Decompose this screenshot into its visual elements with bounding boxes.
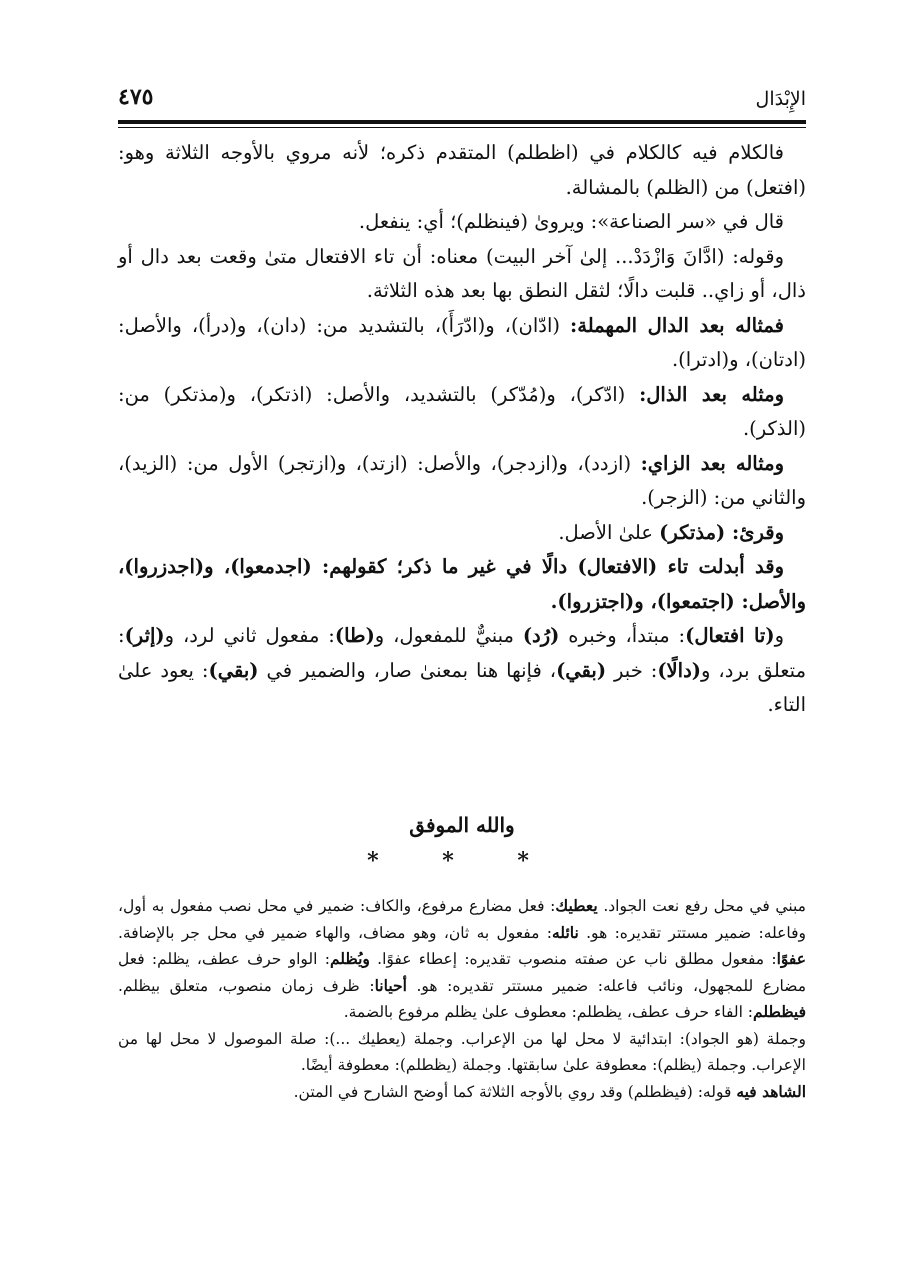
fn1-h: ويُظلم <box>329 949 370 968</box>
p9-n: (بقي) <box>208 658 259 682</box>
main-text <box>118 136 806 723</box>
footnote-1 <box>118 893 806 1026</box>
fn1-b: يعطيك <box>555 896 598 915</box>
fn1-i: : الواو حرف عطف، يظلم: فعل مضارع للمجهول، ونائب فاعله: ضمير مستتر تقديره: هو. <box>118 950 807 995</box>
closing-phrase: والله الموفق <box>409 813 515 837</box>
fn1-j: أحيانا <box>374 975 407 995</box>
paragraph-7 <box>118 516 806 551</box>
paragraph-5-lead: ومثله بعد الذال: <box>639 382 784 406</box>
paragraph-9 <box>118 619 806 723</box>
p9-k: : خبر <box>606 658 658 682</box>
paragraph-4-lead: فمثاله بعد الدال المهملة: <box>570 313 784 337</box>
paragraph-3: وقوله: (ادَّانَ وَازْدَدْ... إلىٰ آخر البيت) معناه: أن تاء الافتعال متىٰ وقعت بعد دال أو ذال، أو زاي.. قلبت دالًا؛ لثقل النطق بها بعد هذه الثلاثة. <box>118 244 806 302</box>
fn3-lead: الشاهد فيه <box>736 1081 806 1101</box>
p9-c: : مبتدأ، وخبره <box>559 624 686 647</box>
footnotes <box>118 893 806 1105</box>
p9-j: (دالًا) <box>657 658 701 682</box>
fn1-l: فيظطلم <box>753 1002 806 1021</box>
p9-d: (رُد) <box>522 624 560 647</box>
footnote-3 <box>118 1079 806 1106</box>
fn1-c: : فعل مضارع مرفوع، والكاف: ضمير في محل نصب مفعول به أول، وفاعله: ضمير مستتر تقديره: هو. <box>118 897 806 942</box>
paragraph-6 <box>118 447 806 516</box>
footnote-2: وجملة (هو الجواد): ابتدائية لا محل لها من الإعراب. وجملة (يعطيك ...): صلة الموصول لا محل لها من الإعراب. وجملة (يظلم): معطوفة علىٰ سابقتها. وجملة (يظطلم): معطوفة أيضًا. <box>118 1029 806 1074</box>
running-title: الإِبْدَال <box>755 88 806 110</box>
p9-m: ، فإنها هنا بمعنىٰ صار، والضمير في <box>258 658 557 682</box>
header-rule-thin <box>118 127 806 128</box>
paragraph-4 <box>118 309 806 378</box>
header-rule-thick <box>118 120 806 124</box>
paragraph-5 <box>118 378 806 447</box>
p9-h: (إثر) <box>124 624 165 647</box>
paragraph-7-lead: وقرئ: (مذتكر) <box>659 520 784 544</box>
fn1-g: : مفعول مطلق ناب عن صفته منصوب تقديره: إعطاء عفوًا. <box>369 950 777 968</box>
paragraph-6-rest: (ازدد)، و(ازدجر)، والأصل: (ازتد)، و(ازتجر) الأول من: (الزيد)، والثاني من: (الزجر). <box>118 451 806 509</box>
fn1-k: : ظرف زمان منصوب، متعلق بيظلم. <box>118 976 375 995</box>
paragraph-2: قال في «سر الصناعة»: ويروىٰ (فينظلم)؛ أي: ينفعل. <box>358 210 784 233</box>
fn3-rest: قوله: (فيظطلم) وقد روي بالأوجه الثلاثة كما أوضح الشارح في المتن. <box>293 1082 737 1101</box>
p9-b: (تا افتعال) <box>685 624 775 647</box>
fn1-e: : مفعول به ثان، وهو مضاف، والهاء ضمير في محل جر بالإضافة. <box>118 923 552 942</box>
p9-l: (بقي) <box>556 658 607 682</box>
p9-e: مبنيٌّ للمفعول، و <box>374 624 523 647</box>
fn1-m: : الفاء حرف عطف، يظطلم: معطوف علىٰ يظلم مرفوع بالضمة. <box>343 1003 754 1021</box>
paragraph-1: فالكلام فيه كالكلام في (اظطلم) المتقدم ذكره؛ لأنه مروي بالأوجه الثلاثة وهو: (افتعل) من (الظلم) بالمشالة. <box>118 141 806 199</box>
fn1-a: مبني في محل رفع نعت الجواد. <box>597 897 806 915</box>
p9-a: و <box>774 624 784 647</box>
paragraph-6-lead: ومثاله بعد الزاي: <box>640 451 784 475</box>
fn1-f: عفوًا <box>776 949 806 968</box>
paragraph-4-rest: (ادّان)، و(ادّرَأَ)، بالتشديد من: (دان)، و(درأ)، والأصل: (ادتان)، و(ادترا). <box>118 313 806 371</box>
paragraph-5-rest: (ادّكر)، و(مُدّكر) بالتشديد، والأصل: (اذتكر)، و(مذتكر) من: (الذكر). <box>118 382 806 440</box>
page-number: ٤٧٥ <box>118 84 154 110</box>
p9-f: (طا) <box>334 624 375 647</box>
p9-o: : يعود علىٰ التاء. <box>118 658 806 716</box>
p9-g: : مفعول ثاني لرد، و <box>164 624 335 647</box>
paragraph-7-rest: علىٰ الأصل. <box>558 520 660 544</box>
section-divider-stars: * * * <box>367 848 557 874</box>
fn1-d: نائله <box>552 922 579 942</box>
p9-i: : متعلق برد، و <box>118 624 807 682</box>
page-header <box>118 84 806 120</box>
paragraph-8: وقد أبدلت تاء (الافتعال) دالًا في غير ما ذكر؛ كقولهم: (اجدمعوا)، و(اجدزروا)، والأصل: (اجتمعوا)، و(اجتزروا). <box>118 555 806 613</box>
